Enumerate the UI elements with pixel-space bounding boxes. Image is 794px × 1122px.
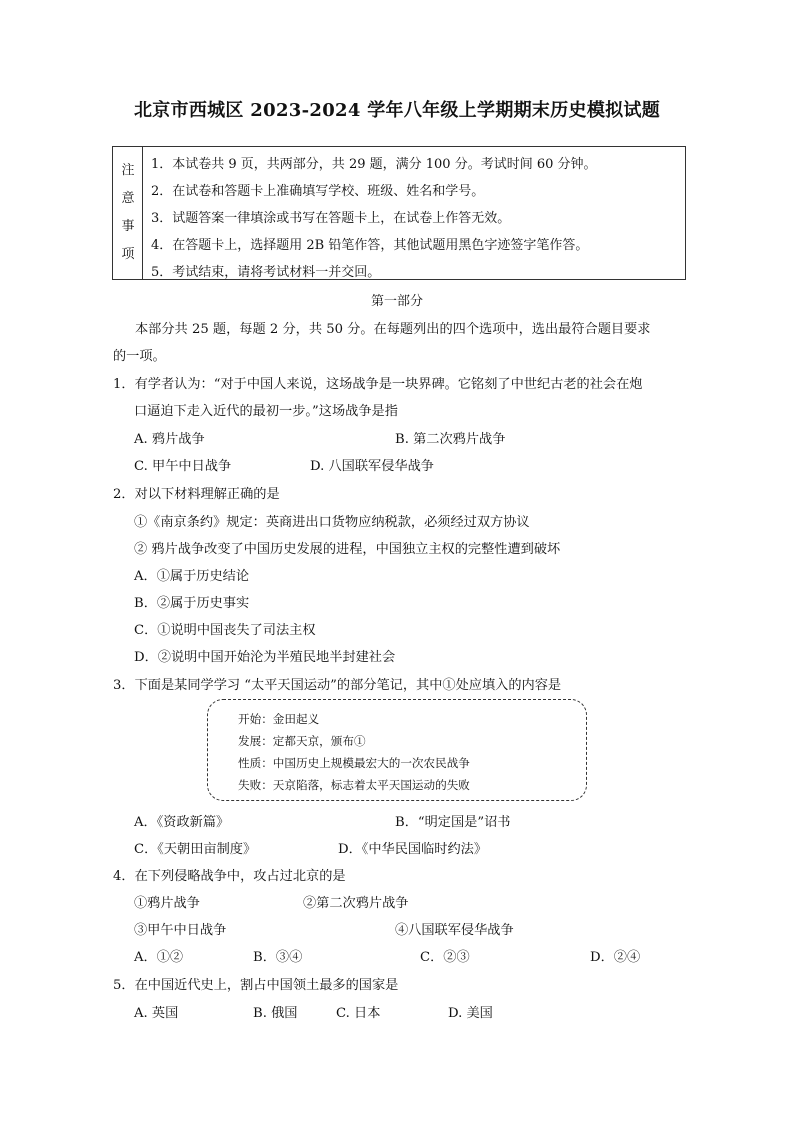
question-2-option-c: C．①说明中国丧失了司法主权 — [134, 623, 316, 638]
question-3-option-c: C．《天朝田亩制度》 — [134, 842, 257, 857]
question-4-stem: 4．在下列侵略战争中，攻占过北京的是 — [113, 869, 346, 884]
question-2-material: ② 鸦片战争改变了中国历史发展的进程，中国独立主权的完整性遭到破坏 — [134, 542, 561, 557]
notice-label — [113, 147, 143, 279]
question-3-stem: 3．下面是某同学学习 “太平天国运动”的部分笔记，其中①处应填入的内容是 — [113, 678, 562, 693]
part1-title: 第一部分 — [370, 294, 423, 309]
page-title: 北京市西城区 2023-2024 学年八年级上学期期末历史模拟试题 — [133, 100, 661, 121]
question-4-material: ④八国联军侵华战争 — [395, 923, 514, 938]
note-line: 发展：定都天京，颁布① — [238, 734, 366, 748]
notice-label-char: 注 — [121, 163, 135, 178]
question-4-option-d: D．②④ — [590, 950, 641, 965]
notice-item: 3．试题答案一律填涂或书写在答题卡上，在试卷上作答无效。 — [151, 211, 511, 226]
question-4-material: ②第二次鸦片战争 — [303, 896, 409, 911]
question-4-material: ①鸦片战争 — [134, 896, 200, 911]
question-4-material: ③甲午中日战争 — [134, 923, 227, 938]
notice-item: 4．在答题卡上，选择题用 2B 铅笔作答，其他试题用黑色字迹签字笔作答。 — [151, 238, 589, 253]
notice-item: 5．考试结束，请将考试材料一并交回。 — [151, 265, 381, 280]
question-5-stem: 5．在中国近代史上，割占中国领土最多的国家是 — [113, 978, 399, 993]
question-1-option-b: B. 第二次鸦片战争 — [395, 432, 506, 447]
question-5-option-c: C. 日本 — [336, 1006, 381, 1021]
question-3-notes-box — [207, 699, 587, 801]
question-2-option-d: D．②说明中国开始沦为半殖民地半封建社会 — [134, 650, 396, 665]
question-2-option-a: A．①属于历史结论 — [134, 569, 250, 584]
notice-label-char: 项 — [121, 247, 135, 262]
question-3-option-a: A．《资政新篇》 — [134, 815, 230, 830]
question-5-option-b: B. 俄国 — [253, 1006, 298, 1021]
question-2-option-b: B．②属于历史事实 — [134, 596, 250, 611]
question-5-option-d: D. 美国 — [448, 1006, 493, 1021]
question-4-option-b: B．③④ — [253, 950, 303, 965]
question-1-stem: 口逼迫下走入近代的最初一步。”这场战争是指 — [134, 404, 398, 419]
question-3-option-d: D．《中华民国临时约法》 — [338, 842, 488, 857]
question-3-option-b: B．“明定国是”诏书 — [395, 815, 511, 830]
question-5-option-a: A. 英国 — [134, 1006, 179, 1021]
note-line: 失败：天京陷落，标志着太平天国运动的失败 — [238, 778, 470, 792]
notice-label-char: 意 — [121, 191, 135, 206]
question-4-option-a: A．①② — [134, 950, 184, 965]
question-4-option-c: C．②③ — [420, 950, 470, 965]
notice-box — [112, 146, 686, 280]
part1-intro: 本部分共 25 题，每题 2 分，共 50 分。在每题列出的四个选项中，选出最符合题目要求 — [135, 322, 651, 337]
note-line: 性质：中国历史上规模最宏大的一次农民战争 — [238, 756, 470, 770]
question-1-stem: 1．有学者认为：“对于中国人来说，这场战争是一块界碑。它铭刻了中世纪古老的社会在炮 — [113, 377, 643, 392]
question-1-option-c: C. 甲午中日战争 — [134, 459, 232, 474]
notice-label-char: 事 — [121, 219, 135, 234]
note-line: 开始：金田起义 — [238, 712, 320, 726]
question-1-option-d: D. 八国联军侵华战争 — [310, 459, 434, 474]
part1-intro: 的一项。 — [113, 349, 166, 364]
question-2-stem: 2．对以下材料理解正确的是 — [113, 487, 280, 502]
question-2-material: ①《南京条约》规定：英商进出口货物应纳税款，必须经过双方协议 — [134, 515, 530, 530]
notice-item: 1．本试卷共 9 页，共两部分，共 29 题，满分 100 分。考试时间 60 分钟。 — [151, 157, 597, 172]
notice-item: 2．在试卷和答题卡上准确填写学校、班级、姓名和学号。 — [151, 184, 485, 199]
question-1-option-a: A. 鸦片战争 — [134, 432, 205, 447]
